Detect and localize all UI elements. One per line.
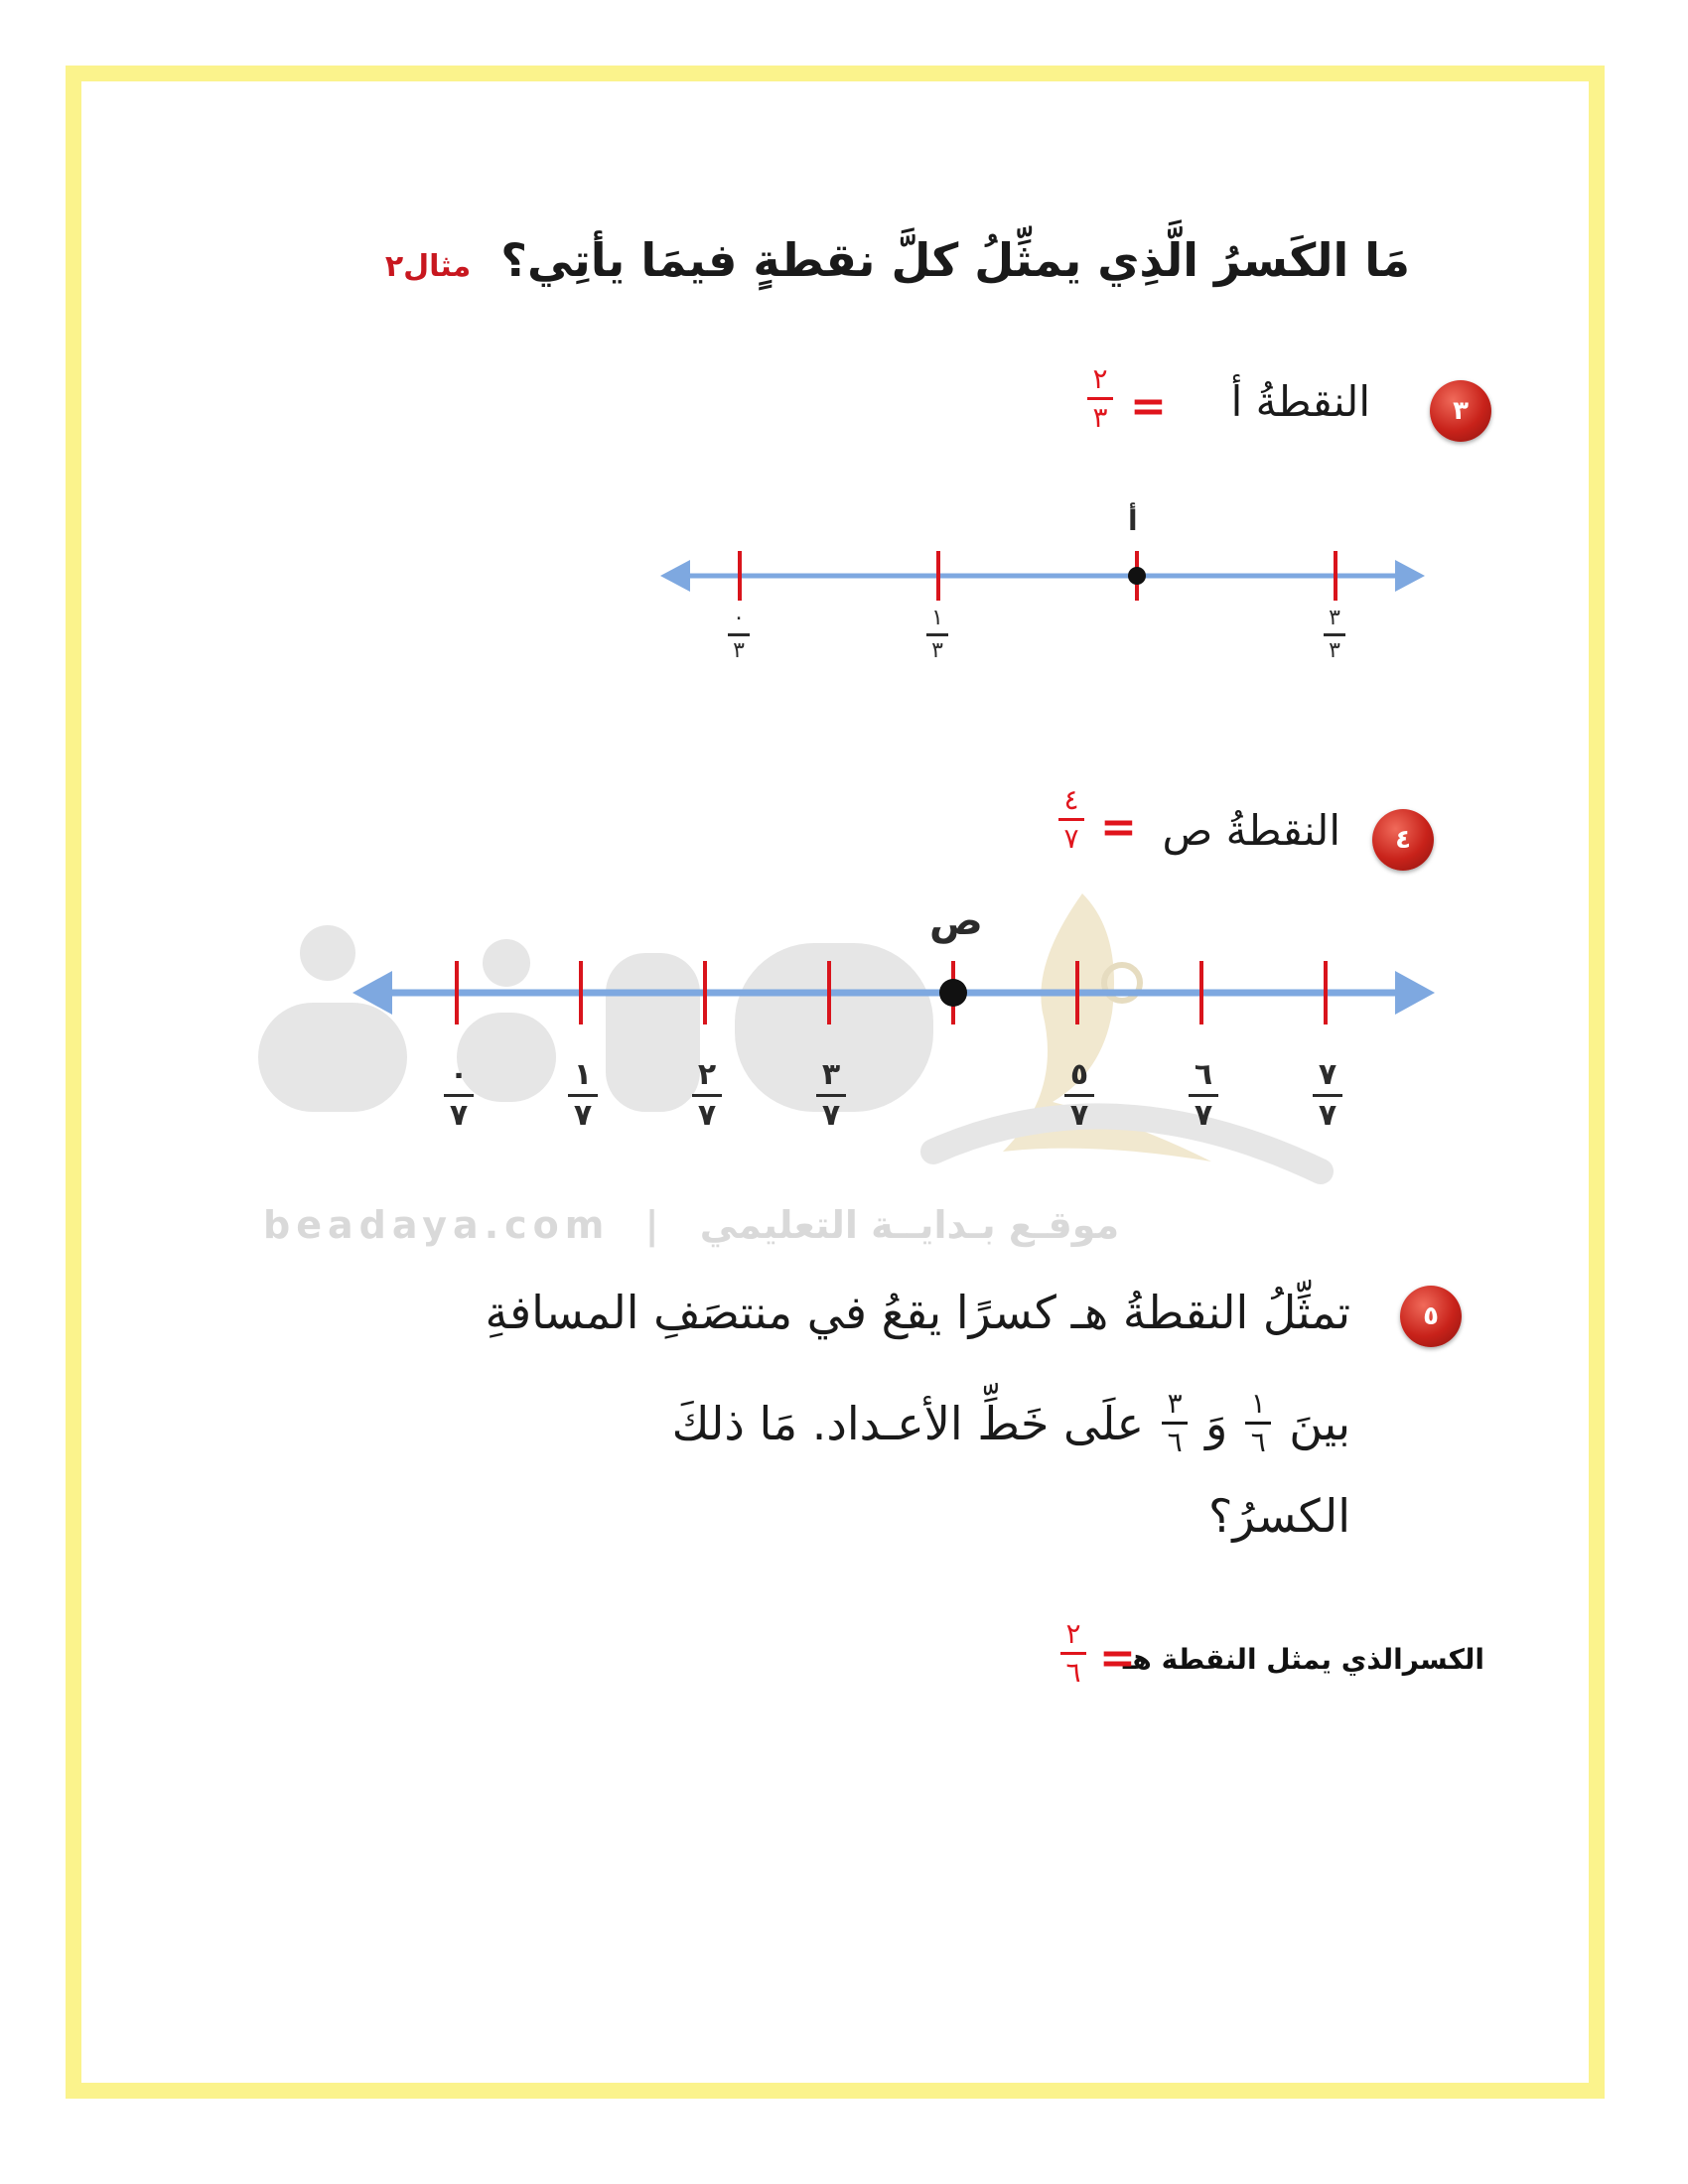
question-number-badge-5 [1400,1286,1462,1347]
numerator: ٧ [1318,1057,1337,1092]
q5-line-1: تمثِّلُ النقطةُ هـ كسرًا يقعُ في منتصَفِ المسافةِ [485,1286,1350,1339]
numerator: ١ [1250,1387,1266,1420]
q5-and-word: وَ [1205,1396,1228,1450]
q3-tick-label-1 [926,608,948,662]
q5-fraction-2 [1162,1387,1188,1458]
denominator: ٧ [449,1098,469,1133]
q5-answer-text: الكسرالذي يمثل النقطة هـ [1122,1643,1484,1676]
numerator: ٠ [449,1057,469,1092]
numerator: ٠ [733,606,745,630]
q4-tick-label-0 [444,1057,474,1133]
numerator: ٢ [697,1057,717,1092]
watermark-url: beadaya.com [263,1203,611,1247]
q5-line-2 [671,1387,1350,1458]
denominator: ٣ [931,638,943,663]
q4-tick-label-2 [692,1057,722,1133]
question-number-badge-4 [1372,809,1434,871]
denominator: ٧ [1069,1098,1089,1133]
q5-answer-numerator: ٢ [1065,1617,1081,1650]
numerator: ٦ [1194,1057,1213,1092]
q4-point-label: ص [929,898,983,944]
numerator: ٥ [1069,1057,1089,1092]
denominator: ٦ [1250,1426,1266,1458]
denominator: ٧ [573,1098,593,1133]
q3-equals-sign: = [1130,381,1167,432]
denominator: ٧ [821,1098,841,1133]
denominator: ٧ [1194,1098,1213,1133]
denominator: ٧ [1318,1098,1337,1133]
q4-label: النقطةُ ص [1162,806,1340,855]
q4-tick-label-1 [568,1057,598,1133]
badge-number: ٤ [1395,825,1411,855]
q4-answer-numerator: ٤ [1063,783,1079,816]
arrow-right [1395,560,1425,592]
arrow-right [1395,971,1435,1015]
question-title [385,233,1410,287]
example-reference: مثال٢ [384,249,472,284]
q3-tick-label-3 [1324,608,1345,662]
arrow-left [660,560,690,592]
numerator: ١ [931,606,943,630]
q5-equals-sign: = [1099,1633,1136,1684]
q4-equals-sign: = [1100,802,1137,853]
point-s-dot [939,979,967,1007]
q4-answer-fraction [1058,783,1084,855]
title-text: مَا الكَسرُ الَّذِي يمثِّلُ كلَّ نقطةٍ فيمَا يأتِي؟ [500,233,1410,287]
q5-answer-fraction [1060,1617,1086,1689]
q5-answer-denominator: ٦ [1065,1656,1081,1689]
badge-number: ٥ [1423,1301,1439,1331]
number-line-q3 [655,496,1430,675]
q5-line-3: الكسرُ؟ [1207,1489,1350,1543]
denominator: ٣ [1329,638,1340,663]
question-number-badge-3 [1430,380,1491,442]
numerator: ٣ [1167,1387,1183,1420]
watermark-caption: موقـع بـدايــة التعليمي [699,1203,1120,1247]
number-line-q4 [348,943,1440,1072]
arrow-left [352,971,392,1015]
q4-answer-denominator: ٧ [1063,822,1079,855]
numerator: ٣ [1329,606,1340,630]
q5-fraction-1 [1245,1387,1271,1458]
numerator: ٣ [821,1057,841,1092]
q3-label: النقطةُ أ [1230,377,1370,426]
denominator: ٦ [1167,1426,1183,1458]
q5-line-2-rest: علَى خَطِّ الأعـداد. مَا ذلكَ [671,1396,1145,1450]
denominator: ٣ [733,638,745,663]
q4-tick-label-7 [1313,1057,1342,1133]
point-a-dot [1128,567,1146,585]
q4-tick-label-6 [1189,1057,1218,1133]
denominator: ٧ [697,1098,717,1133]
q4-tick-label-5 [1064,1057,1094,1133]
q3-answer-numerator: ٢ [1092,362,1108,395]
watermark-separator: | [644,1203,665,1247]
q3-answer-fraction [1087,362,1113,434]
badge-number: ٣ [1453,396,1469,426]
q3-tick-label-0 [728,608,750,662]
q3-point-label: أ [1128,504,1138,537]
numerator: ١ [573,1057,593,1092]
q4-tick-label-3 [816,1057,846,1133]
q3-answer-denominator: ٣ [1092,401,1108,434]
q5-between-word: بينَ [1289,1396,1350,1450]
